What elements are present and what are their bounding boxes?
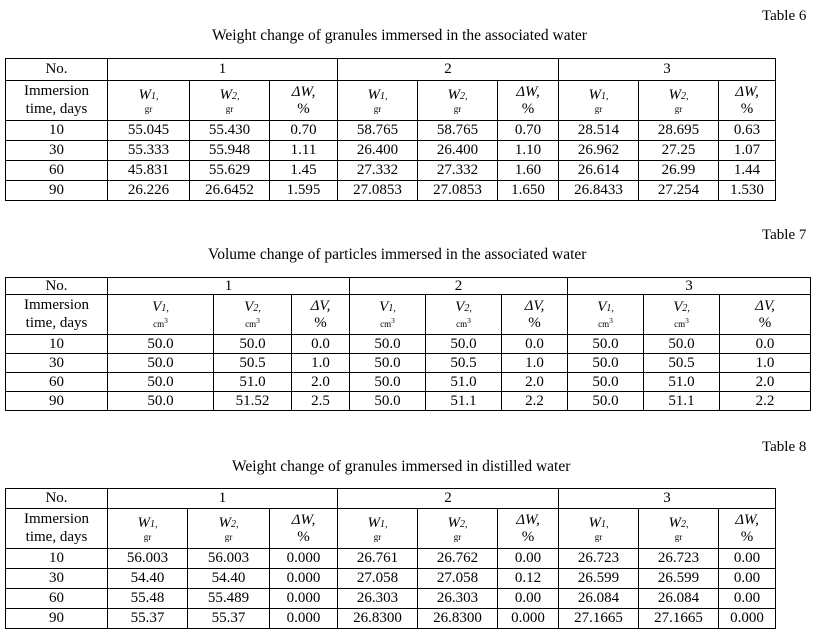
- group-1-label: 1: [108, 278, 350, 295]
- header-w2: W2, gr: [418, 509, 498, 549]
- value-cell: 27.332: [338, 161, 418, 181]
- value-cell: 50.0: [350, 354, 426, 373]
- table-row: [6, 121, 776, 141]
- value-cell: 50.0: [568, 335, 644, 354]
- value-cell: 55.48: [108, 589, 188, 609]
- value-cell: 50.5: [214, 354, 292, 373]
- no-label: No.: [6, 278, 108, 295]
- value-cell: 27.0853: [418, 181, 498, 201]
- value-cell: 58.765: [418, 121, 498, 141]
- no-label: No.: [6, 489, 108, 509]
- table-row: [6, 589, 776, 609]
- value-cell: 28.695: [639, 121, 719, 141]
- header-w2: W2, gr: [418, 81, 498, 121]
- value-cell: 26.99: [639, 161, 719, 181]
- value-cell: 55.629: [190, 161, 270, 181]
- table-row: [6, 392, 811, 411]
- value-cell: 0.000: [719, 609, 776, 629]
- header-w1: W1, gr: [559, 509, 639, 549]
- immersion-days-cell: 90: [6, 181, 108, 201]
- value-cell: 0.00: [719, 569, 776, 589]
- value-cell: 26.599: [559, 569, 639, 589]
- header-w1: W1, gr: [338, 81, 418, 121]
- value-cell: 26.599: [639, 569, 719, 589]
- header-w2: W2, gr: [639, 509, 719, 549]
- header-v1: V1, $cm^3$: [568, 295, 644, 335]
- value-cell: 0.0: [502, 335, 568, 354]
- group-2-label: 2: [338, 489, 559, 509]
- group-3-label: 3: [559, 489, 776, 509]
- table-row: [6, 335, 811, 354]
- value-cell: 1.11: [270, 141, 338, 161]
- header-w2: W2, gr: [190, 81, 270, 121]
- header-dw: ΔW, %: [270, 81, 338, 121]
- header-w1: W1, gr: [108, 509, 188, 549]
- header-dv: ΔV, %: [720, 295, 811, 335]
- value-cell: 1.530: [719, 181, 776, 201]
- value-cell: 1.10: [498, 141, 559, 161]
- value-cell: 2.0: [502, 373, 568, 392]
- value-cell: 27.1665: [559, 609, 639, 629]
- value-cell: 58.765: [338, 121, 418, 141]
- row-label: Immersion time, days: [6, 81, 108, 121]
- value-cell: 50.5: [644, 354, 720, 373]
- value-cell: 1.595: [270, 181, 338, 201]
- table-8-caption: Weight change of granules immersed in distilled water: [232, 458, 571, 475]
- value-cell: 51.0: [644, 373, 720, 392]
- value-cell: 26.084: [639, 589, 719, 609]
- immersion-days-cell: 10: [6, 335, 108, 354]
- value-cell: 27.25: [639, 141, 719, 161]
- value-cell: 0.63: [719, 121, 776, 141]
- immersion-days-cell: 60: [6, 161, 108, 181]
- immersion-days-cell: 90: [6, 609, 108, 629]
- table-row: [6, 569, 776, 589]
- value-cell: 56.003: [108, 549, 188, 569]
- value-cell: 50.0: [568, 373, 644, 392]
- value-cell: 0.000: [498, 609, 559, 629]
- value-cell: 54.40: [108, 569, 188, 589]
- value-cell: 27.1665: [639, 609, 719, 629]
- header-dv: ΔV, %: [502, 295, 568, 335]
- group-1-label: 1: [108, 489, 338, 509]
- value-cell: 0.000: [270, 589, 338, 609]
- value-cell: 1.45: [270, 161, 338, 181]
- value-cell: 26.400: [418, 141, 498, 161]
- value-cell: 51.1: [644, 392, 720, 411]
- value-cell: 26.614: [559, 161, 639, 181]
- value-cell: 26.303: [338, 589, 418, 609]
- group-2-label: 2: [338, 59, 559, 81]
- header-v1: V1, $cm^3$: [350, 295, 426, 335]
- value-cell: 50.0: [350, 335, 426, 354]
- value-cell: 26.6452: [190, 181, 270, 201]
- table-7-caption: Volume change of particles immersed in the associated water: [208, 246, 587, 263]
- value-cell: 2.0: [292, 373, 350, 392]
- value-cell: 26.762: [418, 549, 498, 569]
- header-w1: W1, gr: [559, 81, 639, 121]
- immersion-days-cell: 30: [6, 354, 108, 373]
- value-cell: 27.254: [639, 181, 719, 201]
- immersion-days-cell: 90: [6, 392, 108, 411]
- value-cell: 0.0: [292, 335, 350, 354]
- value-cell: 50.5: [426, 354, 502, 373]
- value-cell: 55.045: [108, 121, 190, 141]
- header-dw: ΔW, %: [498, 509, 559, 549]
- value-cell: 50.0: [350, 392, 426, 411]
- value-cell: 1.0: [720, 354, 811, 373]
- value-cell: 50.0: [568, 354, 644, 373]
- value-cell: 50.0: [350, 373, 426, 392]
- value-cell: 55.948: [190, 141, 270, 161]
- header-w1: W1, gr: [338, 509, 418, 549]
- value-cell: 27.058: [418, 569, 498, 589]
- header-dw: ΔW, %: [719, 81, 776, 121]
- value-cell: 0.12: [498, 569, 559, 589]
- value-cell: 27.058: [338, 569, 418, 589]
- header-v2: V2, $cm^3$: [426, 295, 502, 335]
- table-row: [6, 354, 811, 373]
- value-cell: 28.514: [559, 121, 639, 141]
- value-cell: 55.489: [188, 589, 270, 609]
- value-cell: 50.0: [108, 335, 214, 354]
- table-7-number: Table 7: [762, 227, 807, 243]
- header-v2: V2, $cm^3$: [644, 295, 720, 335]
- table-6-caption: Weight change of granules immersed in the associated water: [212, 27, 587, 44]
- value-cell: 26.761: [338, 549, 418, 569]
- value-cell: 1.07: [719, 141, 776, 161]
- header-dw: ΔW, %: [270, 509, 338, 549]
- table-8-number: Table 8: [762, 439, 807, 455]
- value-cell: 50.0: [644, 335, 720, 354]
- value-cell: 0.00: [498, 589, 559, 609]
- value-cell: 50.0: [108, 392, 214, 411]
- row-label: Immersion time, days: [6, 295, 108, 335]
- value-cell: 50.0: [108, 373, 214, 392]
- value-cell: 1.44: [719, 161, 776, 181]
- value-cell: 2.2: [720, 392, 811, 411]
- value-cell: 50.0: [214, 335, 292, 354]
- table-row: [6, 373, 811, 392]
- header-w2: W2, gr: [639, 81, 719, 121]
- header-dw: ΔW, %: [719, 509, 776, 549]
- table-row: [6, 161, 776, 181]
- value-cell: 26.962: [559, 141, 639, 161]
- value-cell: 55.333: [108, 141, 190, 161]
- no-label: No.: [6, 59, 108, 81]
- value-cell: 0.00: [719, 589, 776, 609]
- table-7-body: [6, 335, 811, 411]
- value-cell: 1.650: [498, 181, 559, 201]
- value-cell: 0.00: [719, 549, 776, 569]
- table-6: [5, 58, 776, 201]
- value-cell: 2.5: [292, 392, 350, 411]
- value-cell: 50.0: [108, 354, 214, 373]
- row-label: Immersion time, days: [6, 509, 108, 549]
- value-cell: 51.52: [214, 392, 292, 411]
- table-6-body: [6, 121, 776, 201]
- value-cell: 26.8300: [338, 609, 418, 629]
- value-cell: 54.40: [188, 569, 270, 589]
- value-cell: 2.2: [502, 392, 568, 411]
- value-cell: 55.37: [108, 609, 188, 629]
- group-2-label: 2: [350, 278, 568, 295]
- value-cell: 26.303: [418, 589, 498, 609]
- table-row: [6, 181, 776, 201]
- value-cell: 0.000: [270, 569, 338, 589]
- value-cell: 0.000: [270, 609, 338, 629]
- value-cell: 26.400: [338, 141, 418, 161]
- header-w2: W2, gr: [188, 509, 270, 549]
- value-cell: 45.831: [108, 161, 190, 181]
- value-cell: 51.0: [214, 373, 292, 392]
- group-3-label: 3: [568, 278, 811, 295]
- table-row: [6, 609, 776, 629]
- value-cell: 0.70: [498, 121, 559, 141]
- header-w1: W1, gr: [108, 81, 190, 121]
- value-cell: 26.226: [108, 181, 190, 201]
- value-cell: 27.0853: [338, 181, 418, 201]
- immersion-days-cell: 60: [6, 373, 108, 392]
- immersion-days-cell: 10: [6, 549, 108, 569]
- table-8: [5, 488, 776, 629]
- table-row: [6, 141, 776, 161]
- value-cell: 50.0: [568, 392, 644, 411]
- value-cell: 50.0: [426, 335, 502, 354]
- value-cell: 1.0: [502, 354, 568, 373]
- table-8-body: [6, 549, 776, 629]
- group-1-label: 1: [108, 59, 338, 81]
- value-cell: 51.1: [426, 392, 502, 411]
- immersion-days-cell: 10: [6, 121, 108, 141]
- value-cell: 27.332: [418, 161, 498, 181]
- value-cell: 0.0: [720, 335, 811, 354]
- value-cell: 56.003: [188, 549, 270, 569]
- immersion-days-cell: 30: [6, 569, 108, 589]
- value-cell: 26.8433: [559, 181, 639, 201]
- table-6-number: Table 6: [762, 8, 807, 24]
- value-cell: 26.084: [559, 589, 639, 609]
- group-3-label: 3: [559, 59, 776, 81]
- table-row: [6, 549, 776, 569]
- value-cell: 26.8300: [418, 609, 498, 629]
- header-dv: ΔV, %: [292, 295, 350, 335]
- value-cell: 26.723: [639, 549, 719, 569]
- value-cell: 0.000: [270, 549, 338, 569]
- header-dw: ΔW, %: [498, 81, 559, 121]
- value-cell: 0.70: [270, 121, 338, 141]
- value-cell: 51.0: [426, 373, 502, 392]
- header-v1: V1, $cm^3$: [108, 295, 214, 335]
- value-cell: 1.0: [292, 354, 350, 373]
- table-7: [5, 277, 811, 411]
- value-cell: 1.60: [498, 161, 559, 181]
- value-cell: 2.0: [720, 373, 811, 392]
- header-v2: V2, $cm^3$: [214, 295, 292, 335]
- immersion-days-cell: 30: [6, 141, 108, 161]
- value-cell: 26.723: [559, 549, 639, 569]
- value-cell: 0.00: [498, 549, 559, 569]
- value-cell: 55.37: [188, 609, 270, 629]
- immersion-days-cell: 60: [6, 589, 108, 609]
- value-cell: 55.430: [190, 121, 270, 141]
